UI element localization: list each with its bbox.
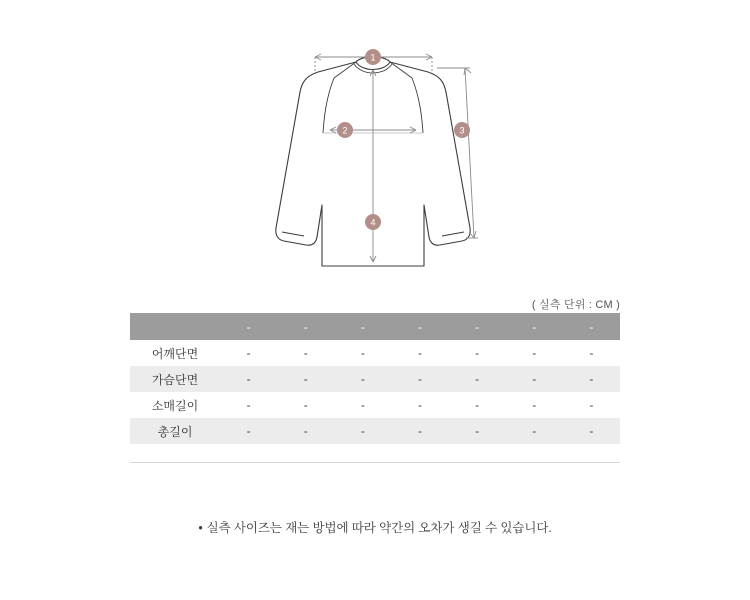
table-row — [130, 366, 620, 392]
row-label-chest: 가슴단면 — [151, 372, 199, 387]
cell-total-6: - — [589, 424, 594, 438]
marker-1 — [365, 49, 381, 65]
size-table-body — [130, 340, 620, 444]
row-label-sleeve: 소매길이 — [151, 398, 199, 413]
marker-2 — [337, 122, 353, 138]
footnote-bullet-icon: • — [198, 521, 203, 535]
footnote-text: 실측 사이즈는 재는 방법에 따라 약간의 오차가 생길 수 있습니다. — [206, 521, 552, 535]
cell-sleeve-6: - — [589, 398, 594, 412]
table-header-row — [130, 313, 620, 340]
header-cell-6: - — [506, 313, 563, 340]
cell-chest-4: - — [475, 372, 480, 386]
header-cell-0 — [130, 313, 220, 340]
cell-shoulder-4: - — [475, 346, 480, 360]
header-cell-4: - — [391, 313, 448, 340]
marker-3 — [454, 122, 470, 138]
footnote — [0, 518, 750, 536]
cell-sleeve-0: - — [246, 398, 251, 412]
marker-4 — [365, 214, 381, 230]
cell-sleeve-5: - — [532, 398, 537, 412]
header-cell-5: - — [449, 313, 506, 340]
marker-1-label: 1 — [370, 52, 376, 63]
cell-total-5: - — [532, 424, 537, 438]
cell-shoulder-2: - — [360, 346, 365, 360]
header-cell-1: - — [220, 313, 277, 340]
cell-shoulder-6: - — [589, 346, 594, 360]
unit-note: ( 실측 단위 : CM ) — [531, 299, 620, 311]
size-table-head — [130, 313, 620, 340]
cell-total-2: - — [360, 424, 365, 438]
cell-chest-3: - — [418, 372, 422, 386]
table-row — [130, 340, 620, 366]
cell-chest-1: - — [303, 372, 308, 386]
section-divider — [130, 462, 620, 463]
table-row — [130, 418, 620, 444]
cell-sleeve-2: - — [360, 398, 365, 412]
garment-diagram — [0, 0, 750, 290]
cell-shoulder-5: - — [532, 346, 537, 360]
cell-shoulder-3: - — [418, 346, 422, 360]
cell-sleeve-1: - — [303, 398, 308, 412]
cell-total-1: - — [303, 424, 308, 438]
cell-chest-6: - — [589, 372, 594, 386]
cell-shoulder-0: - — [246, 346, 251, 360]
marker-2-label: 2 — [342, 125, 348, 136]
marker-3-label: 3 — [459, 125, 465, 136]
header-cell-3: - — [334, 313, 391, 340]
cell-sleeve-4: - — [475, 398, 480, 412]
size-table — [130, 313, 620, 444]
header-cell-2: - — [277, 313, 334, 340]
size-table-wrap — [130, 313, 620, 444]
cell-total-3: - — [418, 424, 422, 438]
cell-total-4: - — [475, 424, 480, 438]
cell-sleeve-3: - — [418, 398, 422, 412]
table-row — [130, 392, 620, 418]
row-label-shoulder: 어깨단면 — [151, 346, 199, 361]
cell-shoulder-1: - — [303, 346, 308, 360]
cell-total-0: - — [246, 424, 251, 438]
header-cell-7: - — [563, 313, 620, 340]
row-label-total-length: 총길이 — [157, 424, 193, 439]
marker-4-label: 4 — [370, 217, 376, 228]
cell-chest-2: - — [360, 372, 365, 386]
cell-chest-0: - — [246, 372, 251, 386]
cell-chest-5: - — [532, 372, 537, 386]
